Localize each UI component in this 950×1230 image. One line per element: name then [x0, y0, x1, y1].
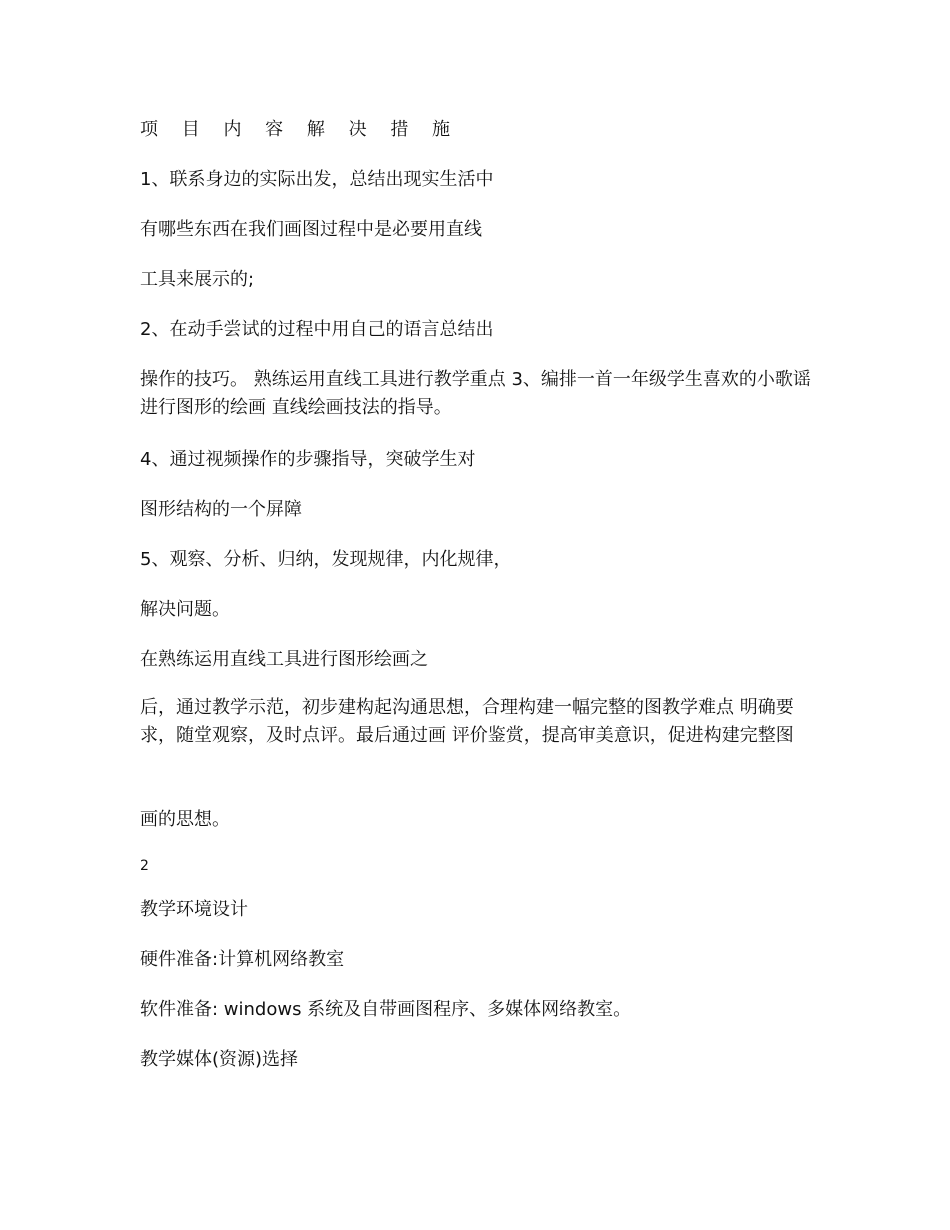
text-line: 2、在动手尝试的过程中用自己的语言总结出 — [140, 319, 494, 340]
hardware-line: 硬件准备:计算机网络教室 — [140, 949, 345, 970]
text-line: 解决问题。 — [140, 599, 230, 620]
text-line: 4、通过视频操作的步骤指导，突破学生对 — [140, 449, 476, 470]
media-title: 教学媒体(资源)选择 — [140, 1049, 299, 1070]
text-line: 工具来展示的; — [140, 269, 255, 290]
text-paragraph: 后，通过教学示范，初步建构起沟通思想，合理构建一幅完整的图教学难点 明确要求，随堂观察，及时点评。最后通过画 评价鉴赏，提高审美意识，促进构建完整图 — [140, 697, 794, 746]
software-line: 软件准备: windows 系统及自带画图程序、多媒体网络教室。 — [140, 999, 632, 1020]
text-line: 在熟练运用直线工具进行图形绘画之 — [140, 649, 428, 670]
page-number: 2 — [140, 858, 149, 874]
text-line: 5、观察、分析、归纳，发现规律，内化规律， — [140, 549, 512, 570]
text-line: 画的思想。 — [140, 809, 230, 830]
table-header: 项 目 内 容 解 决 措 施 — [140, 119, 460, 140]
text-paragraph: 操作的技巧。 熟练运用直线工具进行教学重点 3、编排一首一年级学生喜欢的小歌谣进行图形的绘画 直线绘画技法的指导。 — [140, 369, 811, 418]
text-line: 图形结构的一个屏障 — [140, 499, 302, 520]
text-line: 1、联系身边的实际出发，总结出现实生活中 — [140, 169, 494, 190]
section-title: 教学环境设计 — [140, 899, 248, 920]
text-line: 有哪些东西在我们画图过程中是必要用直线 — [140, 219, 482, 240]
